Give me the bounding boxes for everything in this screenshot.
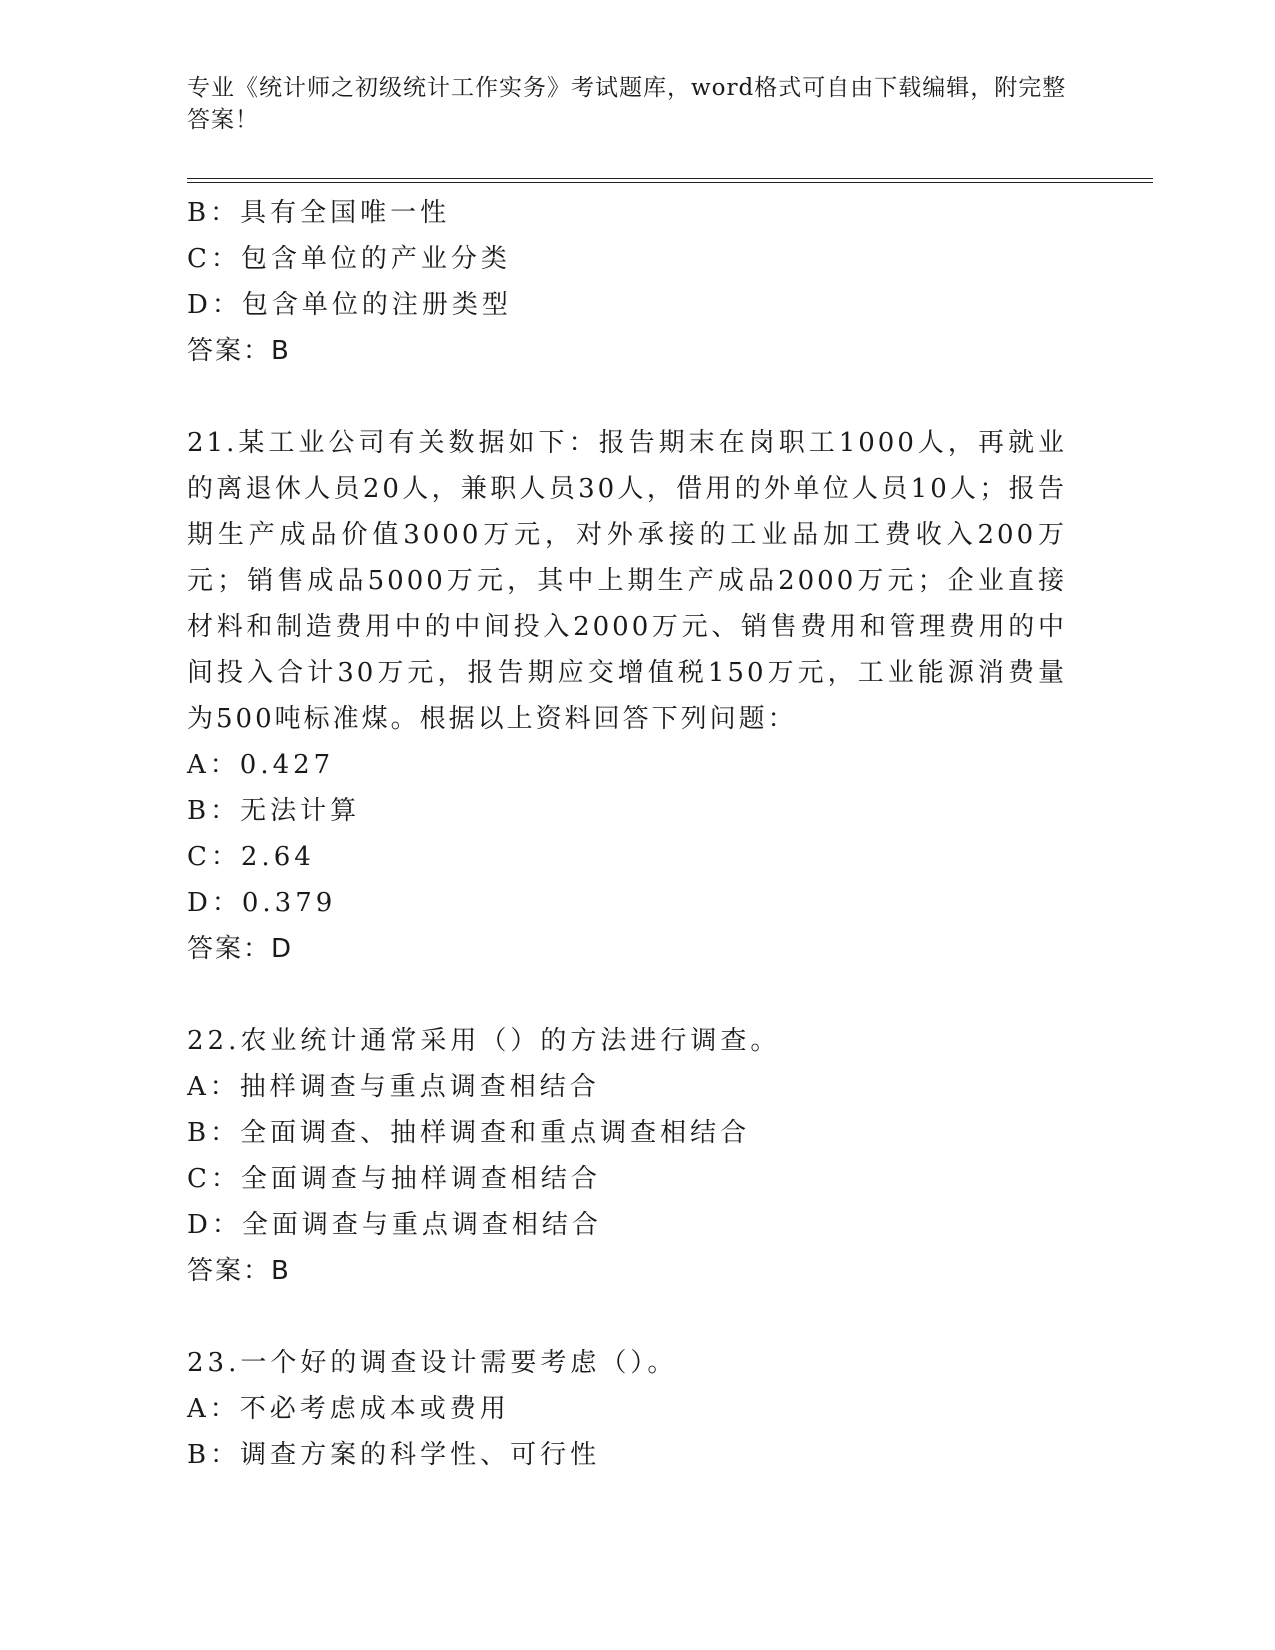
answer-line: 答案：B: [187, 336, 291, 366]
spacer: [187, 374, 1067, 420]
option-b: B：具有全国唯一性: [187, 198, 451, 228]
option-a: A：抽样调查与重点调查相结合: [187, 1072, 600, 1102]
question-21-block: [187, 420, 1067, 972]
question-20-block: [187, 190, 1067, 374]
question-22-block: [187, 1018, 1067, 1294]
option-b: B：无法计算: [187, 796, 361, 826]
option-d: D：包含单位的注册类型: [187, 290, 512, 320]
option-c: C：包含单位的产业分类: [187, 244, 511, 274]
question-content: [187, 190, 1067, 1478]
spacer: [187, 972, 1067, 1018]
option-b: B：全面调查、抽样调查和重点调查相结合: [187, 1118, 751, 1148]
question-stem: 22.农业统计通常采用（）的方法进行调查。: [187, 1026, 781, 1056]
option-a: A：不必考虑成本或费用: [187, 1394, 510, 1424]
answer-line: 答案：B: [187, 1256, 291, 1286]
question-stem: 23.一个好的调查设计需要考虑（）。: [187, 1348, 678, 1378]
option-d: D：全面调查与重点调查相结合: [187, 1210, 602, 1240]
option-a: A：0.427: [187, 750, 335, 780]
option-c: C：2.64: [187, 842, 315, 872]
question-23-block: [187, 1340, 1067, 1478]
answer-line: 答案：D: [187, 934, 294, 964]
document-header: 专业《统计师之初级统计工作实务》考试题库，word格式可自由下载编辑，附完整答案！: [187, 75, 1067, 133]
option-d: D：0.379: [187, 888, 337, 918]
spacer: [187, 1294, 1067, 1340]
option-c: C：全面调查与抽样调查相结合: [187, 1164, 601, 1194]
question-stem: 21.某工业公司有关数据如下：报告期末在岗职工1000人，再就业的离退休人员20人，兼职人员30人，借用的外单位人员10人；报告期生产成品价值3000万元，对外承接的工业品加工费收入200万元；销售成品5000万元，其中上期生产成品2000万元；企业直接材料和制造费用中的中间投入2000万元、销售费用和管理费用的中间投入合计30万元，报告期应交增值税150万元，工业能源消费量为500吨标准煤。根据以上资料回答下列问题：: [187, 428, 1067, 734]
header-divider: [187, 178, 1153, 183]
option-b: B：调查方案的科学性、可行性: [187, 1440, 601, 1470]
